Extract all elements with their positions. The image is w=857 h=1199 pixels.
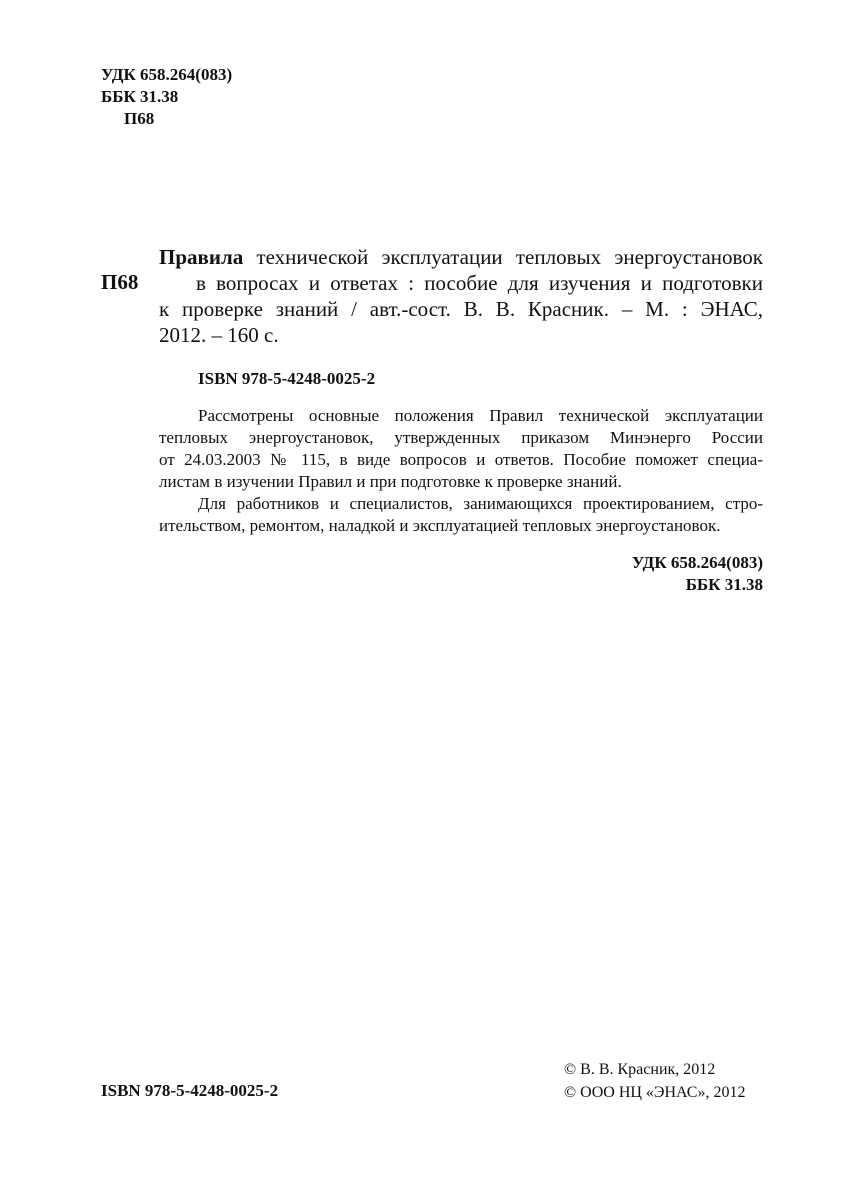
title-line-4: 2012. – 160 с.: [159, 323, 279, 347]
bbk-code: ББК 31.38: [101, 87, 179, 106]
title-line-3: к проверке знаний / авт.-сост. В. В. Красник. – М. : ЭНАС,: [159, 297, 763, 321]
copyright-publisher: © ООО НЦ «ЭНАС», 2012: [564, 1084, 746, 1101]
classification-codes: [101, 64, 232, 130]
title-line-2: в вопросах и ответах : пособие для изучения и подготовки: [196, 271, 763, 295]
abstract-line: листам в изучении Правил и при подготовке к проверке знаний.: [159, 472, 622, 491]
author-mark: П68: [101, 270, 139, 294]
title-bold-word: Правила: [159, 245, 244, 269]
abstract-line: Для работников и специалистов, занимающихся проектированием, стро-: [198, 494, 763, 513]
copyright-block: [564, 1058, 745, 1104]
copyright-author: © В. В. Красник, 2012: [564, 1061, 716, 1078]
author-mark-code: П68: [124, 109, 155, 128]
udk-code-right: УДК 658.264(083): [631, 553, 763, 572]
abstract-line: Рассмотрены основные положения Правил технической эксплуатации: [198, 406, 763, 425]
abstract-line: тепловых энергоустановок, утвержденных приказом Минэнерго России: [159, 428, 763, 447]
abstract-line: от 24.03.2003 № 115, в виде вопросов и ответов. Пособие поможет специа-: [159, 450, 763, 469]
bbk-code-right: ББК 31.38: [685, 575, 763, 594]
abstract-line: ительством, ремонтом, наладкой и эксплуатацией тепловых энергоустановок.: [159, 516, 721, 535]
classification-codes-right: [632, 552, 763, 596]
isbn-entry: ISBN 978-5-4248-0025-2: [198, 369, 376, 388]
bibliographic-entry: [159, 244, 763, 348]
abstract: [159, 405, 763, 537]
isbn-footer: ISBN 978-5-4248-0025-2: [101, 1081, 279, 1100]
title-line-text: технической эксплуатации тепловых энергоустановок: [243, 245, 763, 269]
title-line-1: [159, 244, 763, 270]
udk-code: УДК 658.264(083): [101, 65, 233, 84]
